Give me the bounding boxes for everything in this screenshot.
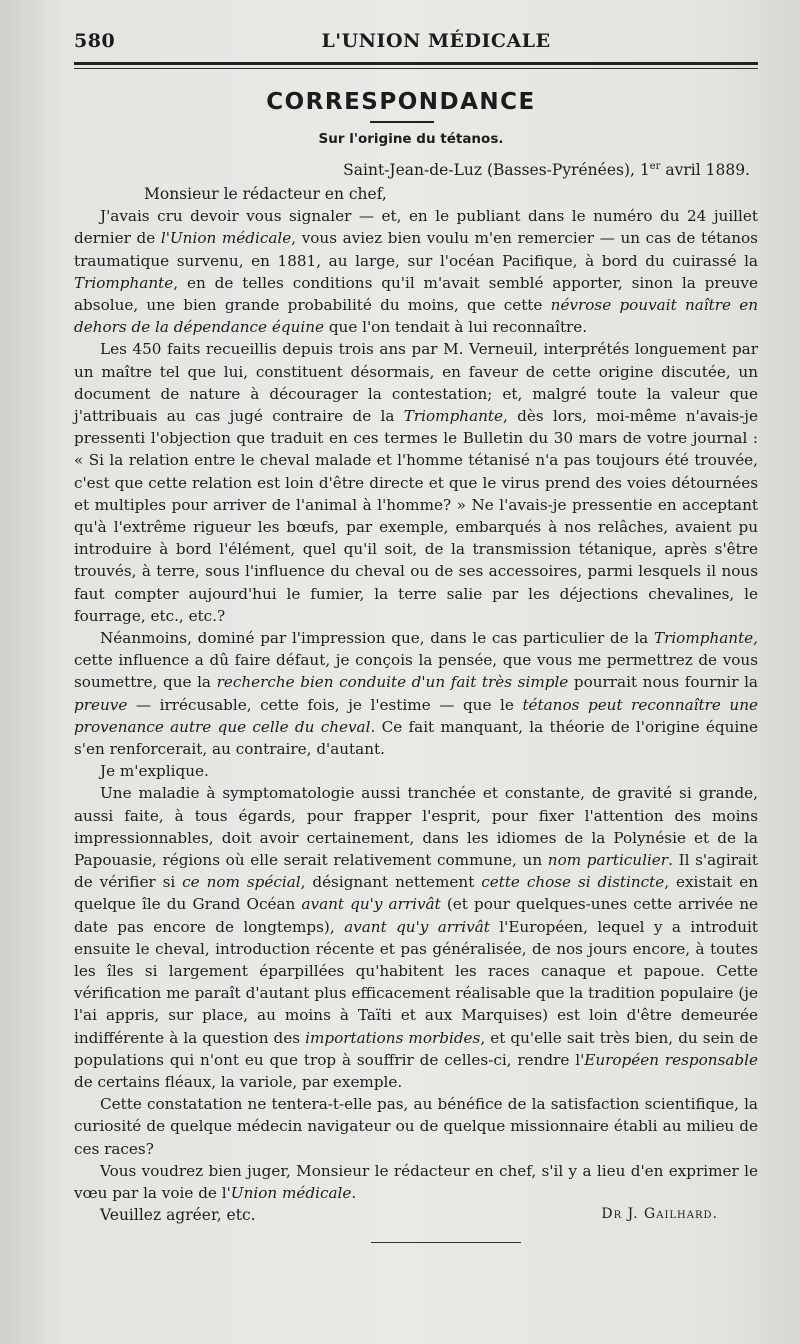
paragraph-3: Néanmoins, dominé par l'impression que, dans le cas particulier de la Triomphante, cette influence a dû faire défaut, je conçois la pensée, que vous me permettrez de vous soumettre, que la recherche bien conduite d'un fait très simple pourrait nous fournir la preuve — irrécusable, cette fois, je l'estime — que le tétanos peut reconnaître une provenance autre que celle du cheval. Ce fait manquant, la théorie de l'origine équine s'en renforcerait, au contraire, d'autant.	[74, 629, 758, 759]
header-rule	[74, 62, 758, 65]
signoff	[74, 1206, 758, 1230]
dateline-place: Saint-Jean-de-Luz (Basses-Pyrénées), 1	[343, 161, 650, 180]
end-rule	[371, 1242, 521, 1243]
article-title: Sur l'origine du tétanos.	[318, 131, 504, 147]
header-rule-thin	[74, 68, 758, 69]
paragraph-1: J'avais cru devoir vous signaler — et, en le publiant dans le numéro du 24 juillet dernier de l'Union médicale, vous aviez bien voulu m'en remercier — un cas de tétanos traumatique survenu, en 1881, au large, sur l'océan Pacifique, à bord du cuirassé la Triomphante, en de telles conditions qu'il m'avait semblé apporter, sinon la preuve absolue, une bien grande probabilité du moins, que cette névrose pouvait naître en dehors de la dépendance équine que l'on tendait à lui reconnaître.	[74, 207, 759, 337]
paragraph-2: Les 450 faits recueillis depuis trois ans par M. Verneuil, interprétés longuement par un maître tel que lui, constituent désormais, en faveur de cette origine discutée, un document de nature à décourager la contestation; et, malgré toute la valeur que j'attribuais au cas jugé contraire de la Triomphante, dès lors, moi-même n'avais-je pressenti l'objection que traduit en ces termes le Bulletin du 30 mars de votre journal : « Si la relation entre le cheval malade et l'homme tétanisé n'a pas toujours été trouvée, c'est que cette relation est loin d'être directe et que le virus prend des voies détournées et multiples pour arriver de l'animal à l'homme? » Ne l'avais-je pressentie en acceptant qu'à l'extrême rigueur les bœufs, par exemple, embarqués à nos relâches, avaient pu introduire à bord l'élément, quel qu'il soit, de la transmission tétanique, après s'être trouvés, à terre, sous l'influence du cheval ou de ses accessoires, parmi lesquels il nous faut compter aujourd'hui le fumier, la terre salie par les déjections chevalines, le fourrage, etc., etc.?	[74, 340, 759, 625]
closing: Veuillez agréer, etc.	[100, 1206, 256, 1225]
dateline	[74, 161, 758, 179]
dateline-date: avril 1889.	[660, 161, 750, 180]
journal-name: L'UNION MÉDICALE	[321, 30, 551, 52]
section-title-rule	[370, 121, 434, 123]
dateline-ordinal: er	[649, 161, 661, 172]
letter-body	[74, 205, 758, 1204]
running-head	[74, 26, 758, 58]
paragraph-5: Une maladie à symptomatologie aussi tranchée et constante, de gravité si grande, aussi faite, à tous égards, pour frapper l'esprit, pour fixer l'attention des moins impressionnables, doit avoir certainement, dans les idiomes de la Polynésie et de la Papouasie, régions où elle serait relativement commune, un nom particulier. Il s'agirait de vérifier si ce nom spécial, désignant nettement cette chose si distincte, existait en quelque île du Grand Océan avant qu'y arrivât (et pour quelques-unes cette arrivée ne date pas encore de longtemps), avant qu'y arrivât l'Européen, lequel y a introduit ensuite le cheval, introduction récente et pas généralisée, de nos jours encore, à toutes les îles si largement éparpillées qu'habitent les races canaque et papoue. Cette vérification me paraît d'autant plus efficacement réalisable que la tradition populaire (je l'ai appris, sur place, au moins à Taïti et aux Marquises) est loin d'être demeurée indifférente à la question des importations morbides, et qu'elle sait très bien, du sein de populations qui n'ont eu que trop à souffrir de celles-ci, rendre l'Européen responsable de certains fléaux, la variole, par exemple.	[74, 784, 758, 1092]
paragraph-7: Vous voudrez bien juger, Monsieur le rédacteur en chef, s'il y a lieu d'en exprimer le vœu par la voie de l'Union médicale.	[74, 1161, 758, 1203]
salutation: Monsieur le rédacteur en chef,	[144, 185, 387, 204]
page-number: 580	[74, 30, 116, 52]
paragraph-4: Je m'explique.	[100, 762, 209, 781]
section-title: CORRESPONDANCE	[266, 89, 536, 115]
paragraph-6: Cette constatation ne tentera-t-elle pas, au bénéfice de la satisfaction scientifique, la curiosité de quelque médecin navigateur ou de quelque missionnaire établi au milieu de ces races?	[74, 1095, 758, 1158]
signature: Dr J. Gailhard.	[601, 1206, 718, 1223]
